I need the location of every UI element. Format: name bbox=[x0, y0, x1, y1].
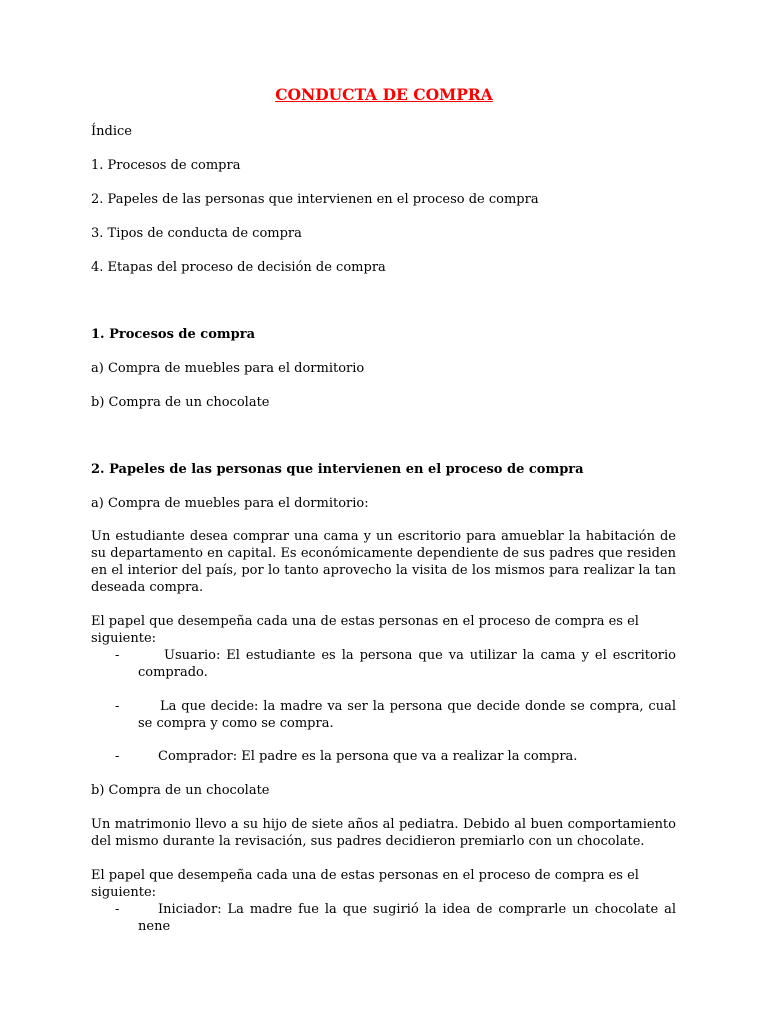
bullet-dash: - bbox=[115, 902, 120, 917]
role-intro-2: El papel que desempeña cada una de estas personas en el proceso de compra es el siguiente: bbox=[91, 868, 639, 900]
index-heading: Índice bbox=[91, 124, 132, 139]
role-item: Comprador: El padre es la persona que va a realizar la compra. bbox=[158, 749, 578, 764]
section-2-heading: 2. Papeles de las personas que intervienen en el proceso de compra bbox=[91, 462, 584, 477]
index-item-2: 2. Papeles de las personas que intervienen en el proceso de compra bbox=[91, 192, 539, 207]
index-item-4: 4. Etapas del proceso de decisión de compra bbox=[91, 260, 386, 275]
bullet-dash: - bbox=[115, 699, 120, 714]
bullet-dash: - bbox=[115, 749, 120, 764]
role-item: Iniciador: La madre fue la que sugirió la idea de comprarle un chocolate al nene bbox=[138, 902, 676, 934]
section-2-paragraph-a: Un estudiante desea comprar una cama y un escritorio para amueblar la habitación de su departamento en capital. Es económicamente dependiente de sus padres que residen en el interior del país, por lo tanto aprovecho la visita de los mismos para realizar la tan deseada compra. bbox=[91, 529, 676, 595]
section-1-heading: 1. Procesos de compra bbox=[91, 327, 256, 342]
document-title: CONDUCTA DE COMPRA bbox=[275, 85, 493, 104]
section-1-item-b: b) Compra de un chocolate bbox=[91, 395, 270, 410]
role-intro-1: El papel que desempeña cada una de estas personas en el proceso de compra es el siguiente: bbox=[91, 614, 639, 646]
index-item-3: 3. Tipos de conducta de compra bbox=[91, 226, 302, 241]
section-2-subheading-b: b) Compra de un chocolate bbox=[91, 783, 270, 798]
role-item: Usuario: El estudiante es la persona que va utilizar la cama y el escritorio comprado. bbox=[138, 648, 676, 680]
section-2-subheading-a: a) Compra de muebles para el dormitorio: bbox=[91, 496, 369, 511]
section-1-item-a: a) Compra de muebles para el dormitorio bbox=[91, 361, 365, 376]
section-2-paragraph-b: Un matrimonio llevo a su hijo de siete años al pediatra. Debido al buen comportamiento del mismo durante la revisación, sus padres decidieron premiarlo con un chocolate. bbox=[91, 817, 676, 849]
role-item: La que decide: la madre va ser la persona que decide donde se compra, cual se compra y como se compra. bbox=[138, 699, 676, 731]
bullet-dash: - bbox=[115, 648, 120, 663]
index-item-1: 1. Procesos de compra bbox=[91, 158, 241, 173]
